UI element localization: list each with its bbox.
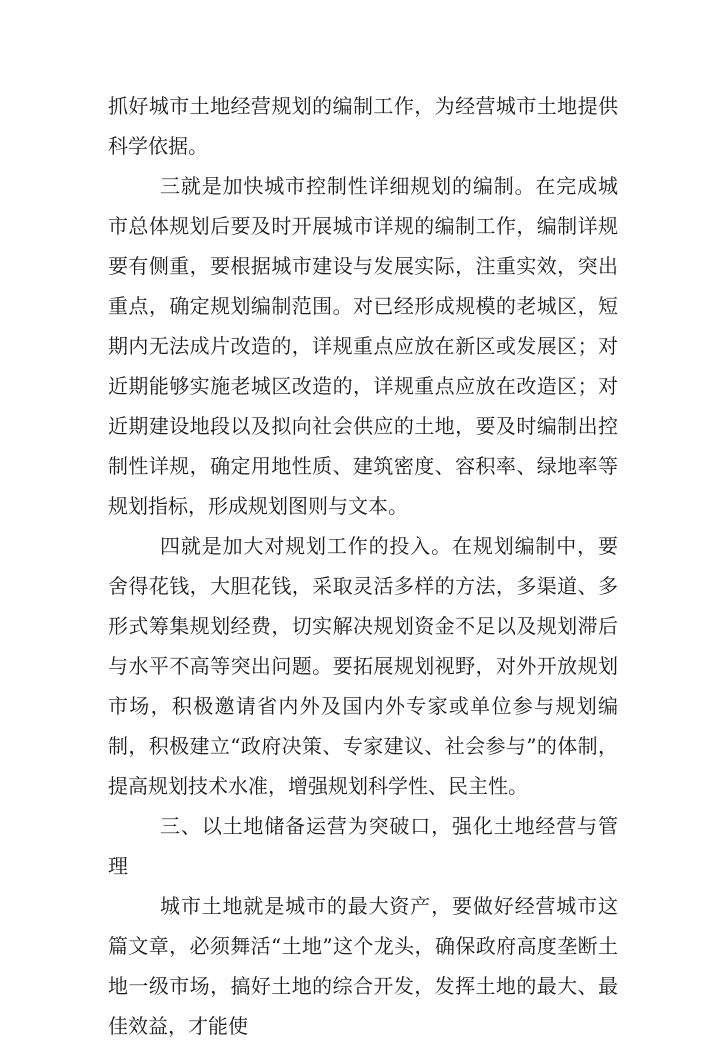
paragraph-point-three: 三就是加快城市控制性详细规划的编制。在完成城市总体规划后要及时开展城市详规的编制工作，编制详规要有侧重，要根据城市建设与发展实际，注重实效，突出重点，确定规划编制范围。对已经形成规模的老城区，短期内无法成片改造的，详规重点应放在新区或发展区；对近期能够实施老城区改造的，详规重点应放在改造区；对近期建设地段以及拟向社会供应的土地，要及时编制出控制性详规，确定用地性质、建筑密度、容积率、绿地率等规划指标，形成规划图则与文本。	[108, 174, 618, 518]
paragraph-point-four: 四就是加大对规划工作的投入。在规划编制中，要舍得花钱，大胆花钱，采取灵活多样的方法，多渠道、多形式筹集规划经费，切实解决规划资金不足以及规划滞后与水平不高等突出问题。要拓展规划视野，对外开放规划市场，积极邀请省内外及国内外专家或单位参与规划编制，积极建立“政府决策、专家建议、社会参与”的体制，提高规划技术水准，增强规划科学性、民主性。	[108, 534, 618, 798]
paragraph-continuation: 抓好城市土地经营规划的编制工作，为经营城市土地提供科学依据。	[108, 94, 618, 158]
document-body	[108, 86, 618, 1046]
section-heading: 三、以土地储备运营为突破口，强化土地经营与管理	[108, 814, 618, 878]
paragraph-land-asset: 城市土地就是城市的最大资产，要做好经营城市这篇文章，必须舞活“土地”这个龙头，确保政府高度垄断土地一级市场，搞好土地的综合开发，发挥土地的最大、最佳效益，才能使	[108, 894, 618, 1038]
